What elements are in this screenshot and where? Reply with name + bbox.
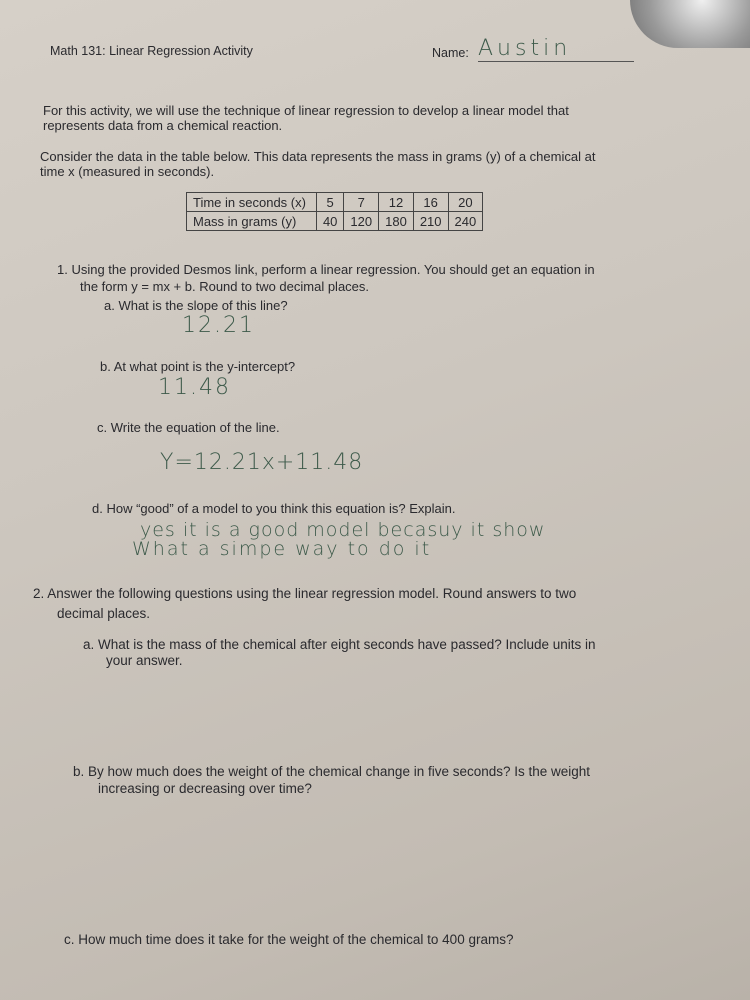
q2a-line-1: a. What is the mass of the chemical after eight seconds have passed? Include units in — [83, 637, 596, 652]
course-title: Math 131: Linear Regression Activity — [50, 44, 253, 58]
q1c-answer: Y=12.21x+11.48 — [160, 450, 364, 475]
row-header: Time in seconds (x) — [187, 193, 317, 212]
data-table — [186, 192, 483, 231]
intro-line-1: For this activity, we will use the technique of linear regression to develop a linear model that — [43, 103, 569, 118]
row-header: Mass in grams (y) — [187, 212, 317, 231]
table-cell: 180 — [379, 212, 414, 231]
table-cell: 210 — [413, 212, 448, 231]
q2-line-2: decimal places. — [57, 606, 151, 621]
q1a-answer: 12.21 — [182, 313, 255, 338]
table-cell: 120 — [344, 212, 379, 231]
table-cell: 5 — [316, 193, 343, 212]
table-row — [187, 212, 483, 231]
table-cell: 40 — [316, 212, 343, 231]
q1d-answer-line-1: yes it is a good model becasuy it show — [140, 519, 546, 541]
q2b-line-1: b. By how much does the weight of the chemical change in five seconds? Is the weight — [73, 764, 591, 779]
q1d-answer-line-2: What a simpe way to do it — [132, 538, 432, 560]
table-cell: 16 — [413, 193, 448, 212]
table-cell: 20 — [448, 193, 483, 212]
table-row — [187, 193, 483, 212]
name-underline — [478, 61, 634, 62]
q1a-question: a. What is the slope of this line? — [104, 298, 288, 313]
q1d-question: d. How “good” of a model to you think this equation is? Explain. — [92, 501, 456, 516]
table-cell: 12 — [379, 193, 414, 212]
q1-line-1: 1. Using the provided Desmos link, perform a linear regression. You should get an equation in — [57, 262, 595, 277]
q2c-line-1: c. How much time does it take for the weight of the chemical to 400 grams? — [64, 932, 514, 947]
consider-line-2: time x (measured in seconds). — [40, 164, 215, 179]
name-label: Name: — [432, 46, 469, 60]
q1b-answer: 11.48 — [158, 375, 231, 400]
q2-line-1: 2. Answer the following questions using the linear regression model. Round answers to two — [33, 586, 577, 601]
silver-object — [630, 0, 750, 48]
table-cell: 240 — [448, 212, 483, 231]
q2a-line-2: your answer. — [106, 653, 183, 668]
name-value: Austin — [478, 36, 572, 61]
table-cell: 7 — [344, 193, 379, 212]
q1b-question: b. At what point is the y-intercept? — [100, 359, 296, 374]
intro-line-2: represents data from a chemical reaction. — [43, 118, 283, 133]
q2b-line-2: increasing or decreasing over time? — [98, 781, 312, 796]
q1c-question: c. Write the equation of the line. — [97, 420, 280, 435]
q1-line-2: the form y = mx + b. Round to two decimal places. — [80, 279, 370, 294]
consider-line-1: Consider the data in the table below. This data represents the mass in grams (y) of a chemical at — [40, 149, 596, 164]
